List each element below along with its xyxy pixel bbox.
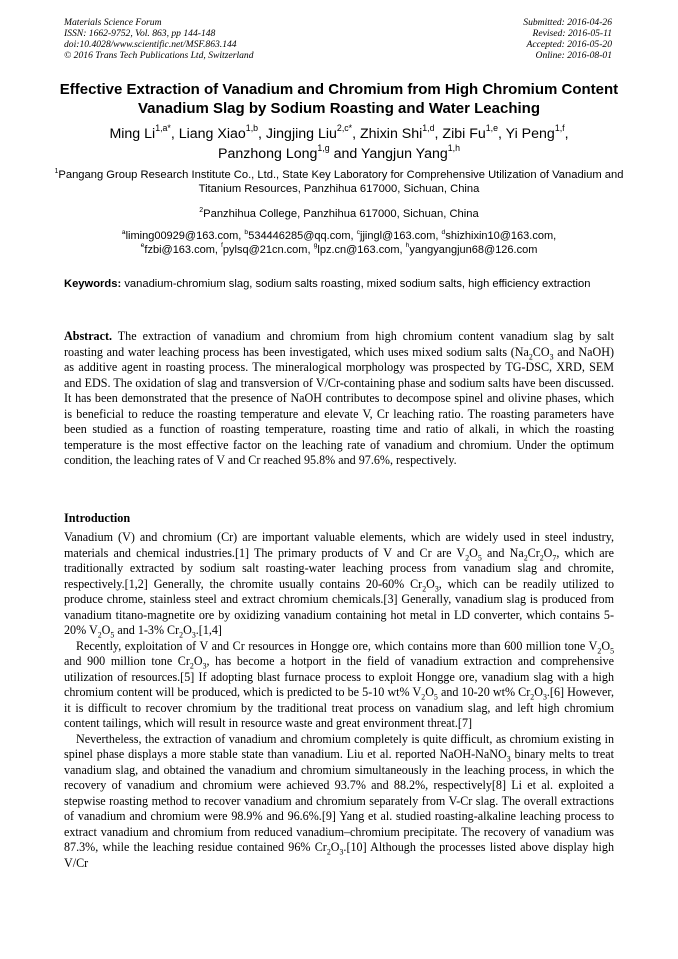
introduction-body [64, 530, 614, 871]
journal-info [64, 17, 254, 61]
email: $^f$pylsq@21cn.com [221, 242, 308, 256]
email: $^d$shizhixin10@163.com [441, 228, 554, 242]
keywords [64, 277, 614, 291]
abstract-text: The extraction of vanadium and chromium from high chromium content vanadium slag by salt roasting and water leaching process has been investigated, which uses mixed sodium salts ($Na_2CO_3$ and NaOH) as additive agent in roasting process. The mineralogical morphology was prospected by TG-DSC, XRD, SEM and EDS. The oxidation of slag and transversion of V/Cr-containing phase and sodium salts have been discussed. It has been demonstrated that the presence of NaOH contributes to decompose spinel and olivine phases, which is beneficial to reduce the roasting temperature and elevate V, Cr leaching ratio. The roasting parameters have been studied as a function of roasting temperature, roasting time and ratio of alkali, in which the roasting temperature is the most effective factor on the leaching rate of vanadium and chromium. Under the optimum condition, the leaching rates of V and Cr reached 95.8% and 97.6%, respectively. [64, 329, 614, 467]
email-list: $^a$liming00929@163.com, $^b$534446285@qq.com, $^c$jjingl@163.com, $^d$shizhixin10@163.com, $^e$fzbi@163.com, $^f$pylsq@21cn.com, $^g$lpz.cn@163.com, $^h$yangyangjun68@126.com [121, 228, 557, 256]
publication-dates [523, 17, 612, 61]
doi-line: doi:10.4028/www.scientific.net/MSF.863.144 [64, 39, 237, 50]
author: Yangjun Yang$^{1,h}$ [360, 143, 460, 162]
affiliation-2: $^2$Panzhihua College, Panzhihua 617000, Sichuan, China [199, 206, 479, 220]
email: $^a$liming00929@163.com [121, 228, 239, 242]
accepted-date: Accepted: 2016-05-20 [526, 39, 612, 50]
email: $^h$yangyangjun68@126.com [405, 242, 538, 256]
email: $^g$lpz.cn@163.com [313, 242, 400, 256]
keywords-label: Keywords: [64, 278, 122, 290]
email: $^e$fzbi@163.com [140, 242, 215, 256]
submitted-date: Submitted: 2016-04-26 [523, 17, 612, 28]
author: Panzhong Long$^{1,g}$ and [218, 143, 361, 162]
keywords-text: vanadium-chromium slag, sodium salts roasting, mixed sodium salts, high efficiency extraction [124, 278, 591, 290]
author: Ming $Li^{1,a*}$, [109, 123, 179, 142]
journal-name: Materials Science Forum [64, 17, 162, 28]
email: $^b$534446285@qq.com [244, 228, 351, 242]
issn-line: ISSN: 1662-9752, Vol. 863, pp 144-148 [64, 28, 216, 39]
revised-date: Revised: 2016-05-11 [532, 28, 612, 39]
abstract [64, 329, 614, 469]
online-date: Online: 2016-08-01 [535, 50, 612, 61]
paragraph: Nevertheless, the extraction of vanadium and chromium completely is quite difficult, as chromium existing in spinel phase displays a more stable state than vanadium. Liu et al. reported NaOH-NaNO$_3$ binary melts to treat vanadium slag, and obtained the vanadium and chromium simultaneously in the leaching process, in which the recovery of vanadium and chromium were achieved 93.7% and 88.2%, respectively[8] Li et al. exploited a stepwise roasting method to recover vanadium and chromium separately from V-Cr slag. The overall extractions of vanadium and chromium were 98.9% and 96.6%.[9] Yang et al. studied roasting-alkaline leaching process to extract vanadium and chromium from reduced vanadium–chromium precipitate. The recovery of vanadium was 87.3%, while the leaching residue contained 96% $Cr_2O_3.[10]$ Although the processes listed above display high V/Cr [64, 731, 614, 870]
paragraph: Vanadium (V) and chromium (Cr) are important valuable elements, which are widely used in steel industry, materials and chemical industries.[1] The primary products of V and Cr are $V_2O_5$ and $Na_2Cr_2O_7$, which are traditionally extracted by sodium salt roasting-water leaching process from vanadium slag and chromite, respectively.[1,2] Generally, the chromite usually contains 20-60% $Cr_2O_3$, which can be readily utilized to produce chrome, stainless steel and extract chromium chemicals.[3] Generally, vanadium slag is produced from vanadium titano-magnetite ore by oxidizing vanadium containing hot metal in LD converter, which contains 5-20% $V_2O_5$ and 1-3% $Cr_2O_3.[1,4]$ [64, 530, 615, 640]
copyright-line: © 2016 Trans Tech Publications Ltd, Switzerland [64, 50, 254, 61]
author: Zibi Fu$^{1,e}$, [442, 123, 506, 142]
author: Jingjing Liu$^{2,c*}$, [265, 123, 360, 142]
author: Yi Peng$^{1,f}$, [505, 123, 569, 142]
section-heading-introduction: Introduction [64, 511, 131, 525]
author: Liang Xiao$^{1,b}$, [178, 123, 266, 142]
author-list [40, 124, 638, 164]
author: Zhixin Shi$^{1,d}$, [359, 123, 443, 142]
affiliation-1: $^1$Pangang Group Research Institute Co., Ltd., State Key Laboratory for Comprehensive Utilization of Vanadium and Titanium Resources, Panzhihua 617000, Sichuan, China [54, 167, 624, 195]
paragraph: Recently, exploitation of V and Cr resources in Hongge ore, which contains more than 600 million tone $V_2O_5$ and 900 million tone $Cr_2O_3$, has become a hotport in the field of vanadium extraction and comprehensive utilization of resources.[5] If adopting blast furnace process to exploit Hongge ore, vanadium slag with a high chromium content will be produced, which is predicted to be 5-10 wt% $V_2O_5$ and 10-20 wt% $Cr_2O_3.[6]$ However, it is difficult to recover chromium by the traditional treat process on vanadium slag, and left high chromium content tailings, which will result in resource waste and great environment threat.[7] [64, 638, 614, 730]
abstract-label: Abstract. [64, 329, 113, 343]
email: $^c$jjingl@163.com [356, 228, 436, 242]
paper-title: Effective Extraction of Vanadium and Chromium from High Chromium Content Vanadium Slag by Sodium Roasting and Water Leaching [59, 81, 619, 117]
